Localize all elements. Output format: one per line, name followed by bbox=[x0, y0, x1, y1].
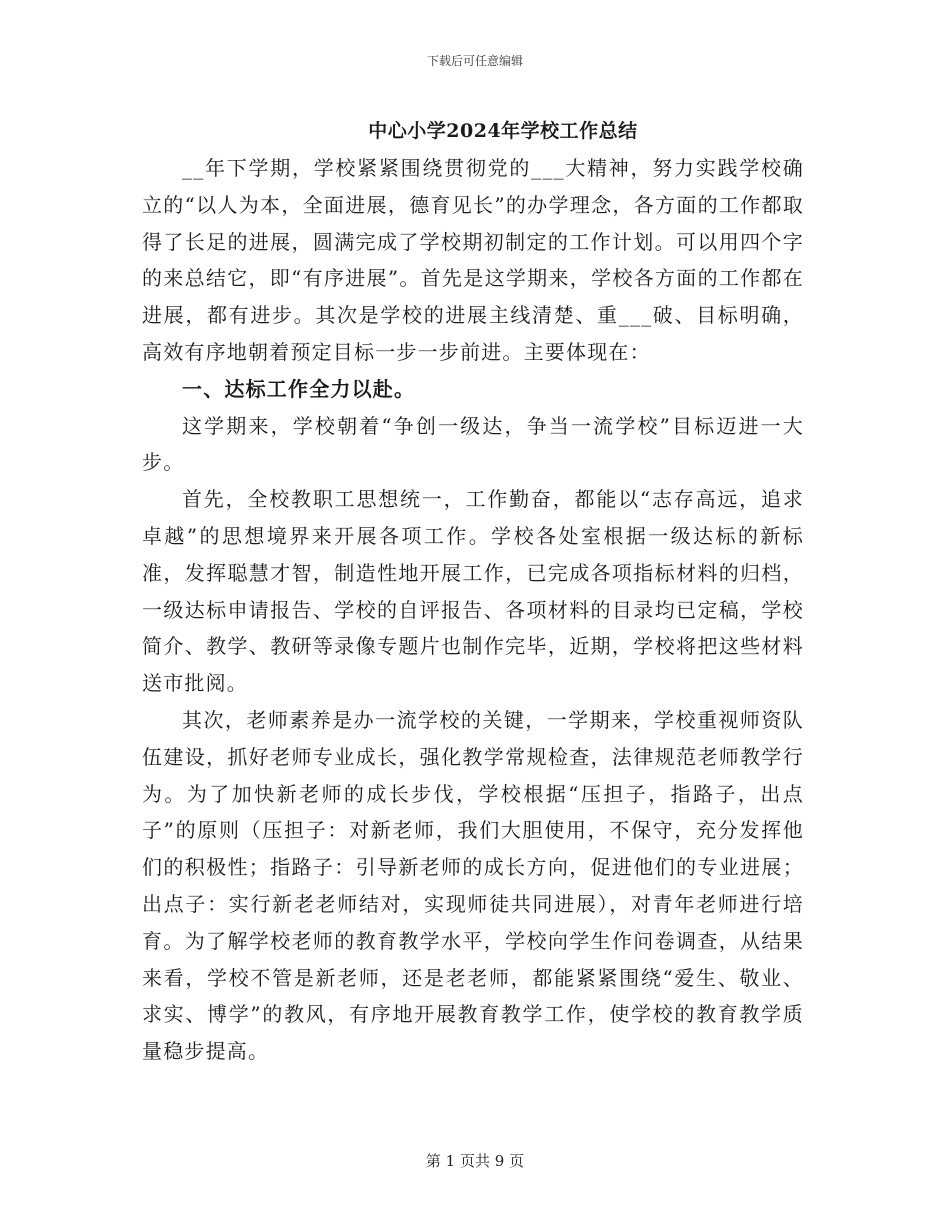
section-heading: 一、达标工作全力以赴。 bbox=[182, 376, 416, 401]
document-body bbox=[142, 112, 804, 1070]
paragraph-goal: 这学期来，学校朝着“争创一级达，争当一流学校”目标迈进一大步。 bbox=[142, 413, 804, 475]
paragraph-intro: __年下学期，学校紧紧围绕贯彻党的___大精神，努力实践学校确立的“以人为本，全面进展，德育见长”的办学理念，各方面的工作都取得了长足的进展，圆满完成了学校期初制定的工作计划。可以用四个字的来总结它，即“有序进展”。首先是这学期来，学校各方面的工作都在进展，都有进步。其次是学校的进展主线清楚、重___破、目标明确，高效有序地朝着预定目标一步一步前进。主要体现在： bbox=[142, 156, 804, 364]
paragraph-first: 首先，全校教职工思想统一，工作勤奋，都能以“志存高远，追求卓越”的思想境界来开展各项工作。学校各处室根据一级达标的新标准，发挥聪慧才智，制造性地开展工作，已完成各项指标材料的归档，一级达标申请报告、学校的自评报告、各项材料的目录均已定稿，学校简介、教学、教研等录像专题片也制作完毕，近期，学校将把这些材料送市批阅。 bbox=[142, 487, 804, 696]
page-number-footer: 第 1 页共 9 页 bbox=[425, 1152, 525, 1170]
paragraph-second: 其次，老师素养是办一流学校的关键，一学期来，学校重视师资队伍建设，抓好老师专业成长，强化教学常规检查，法律规范老师教学行为。为了加快新老师的成长步伐，学校根据“压担子，指路子，出点子”的原则（压担子：对新老师，我们大胆使用，不保守，充分发挥他们的积极性；指路子：引导新老师的成长方向，促进他们的专业进展；出点子：实行新老老师结对，实现师徒共同进展），对青年老师进行培育。为了解学校老师的教育教学水平，学校向学生作问卷调查，从结果来看，学校不管是新老师，还是老老师，都能紧紧围绕“爱生、敬业、求实、博学”的教风，有序地开展教育教学工作，使学校的教育教学质量稳步提高。 bbox=[142, 707, 804, 1064]
document-title: 中心小学2024年学校工作总结 bbox=[368, 120, 638, 142]
header-note: 下载后可任意编辑 bbox=[426, 54, 523, 68]
